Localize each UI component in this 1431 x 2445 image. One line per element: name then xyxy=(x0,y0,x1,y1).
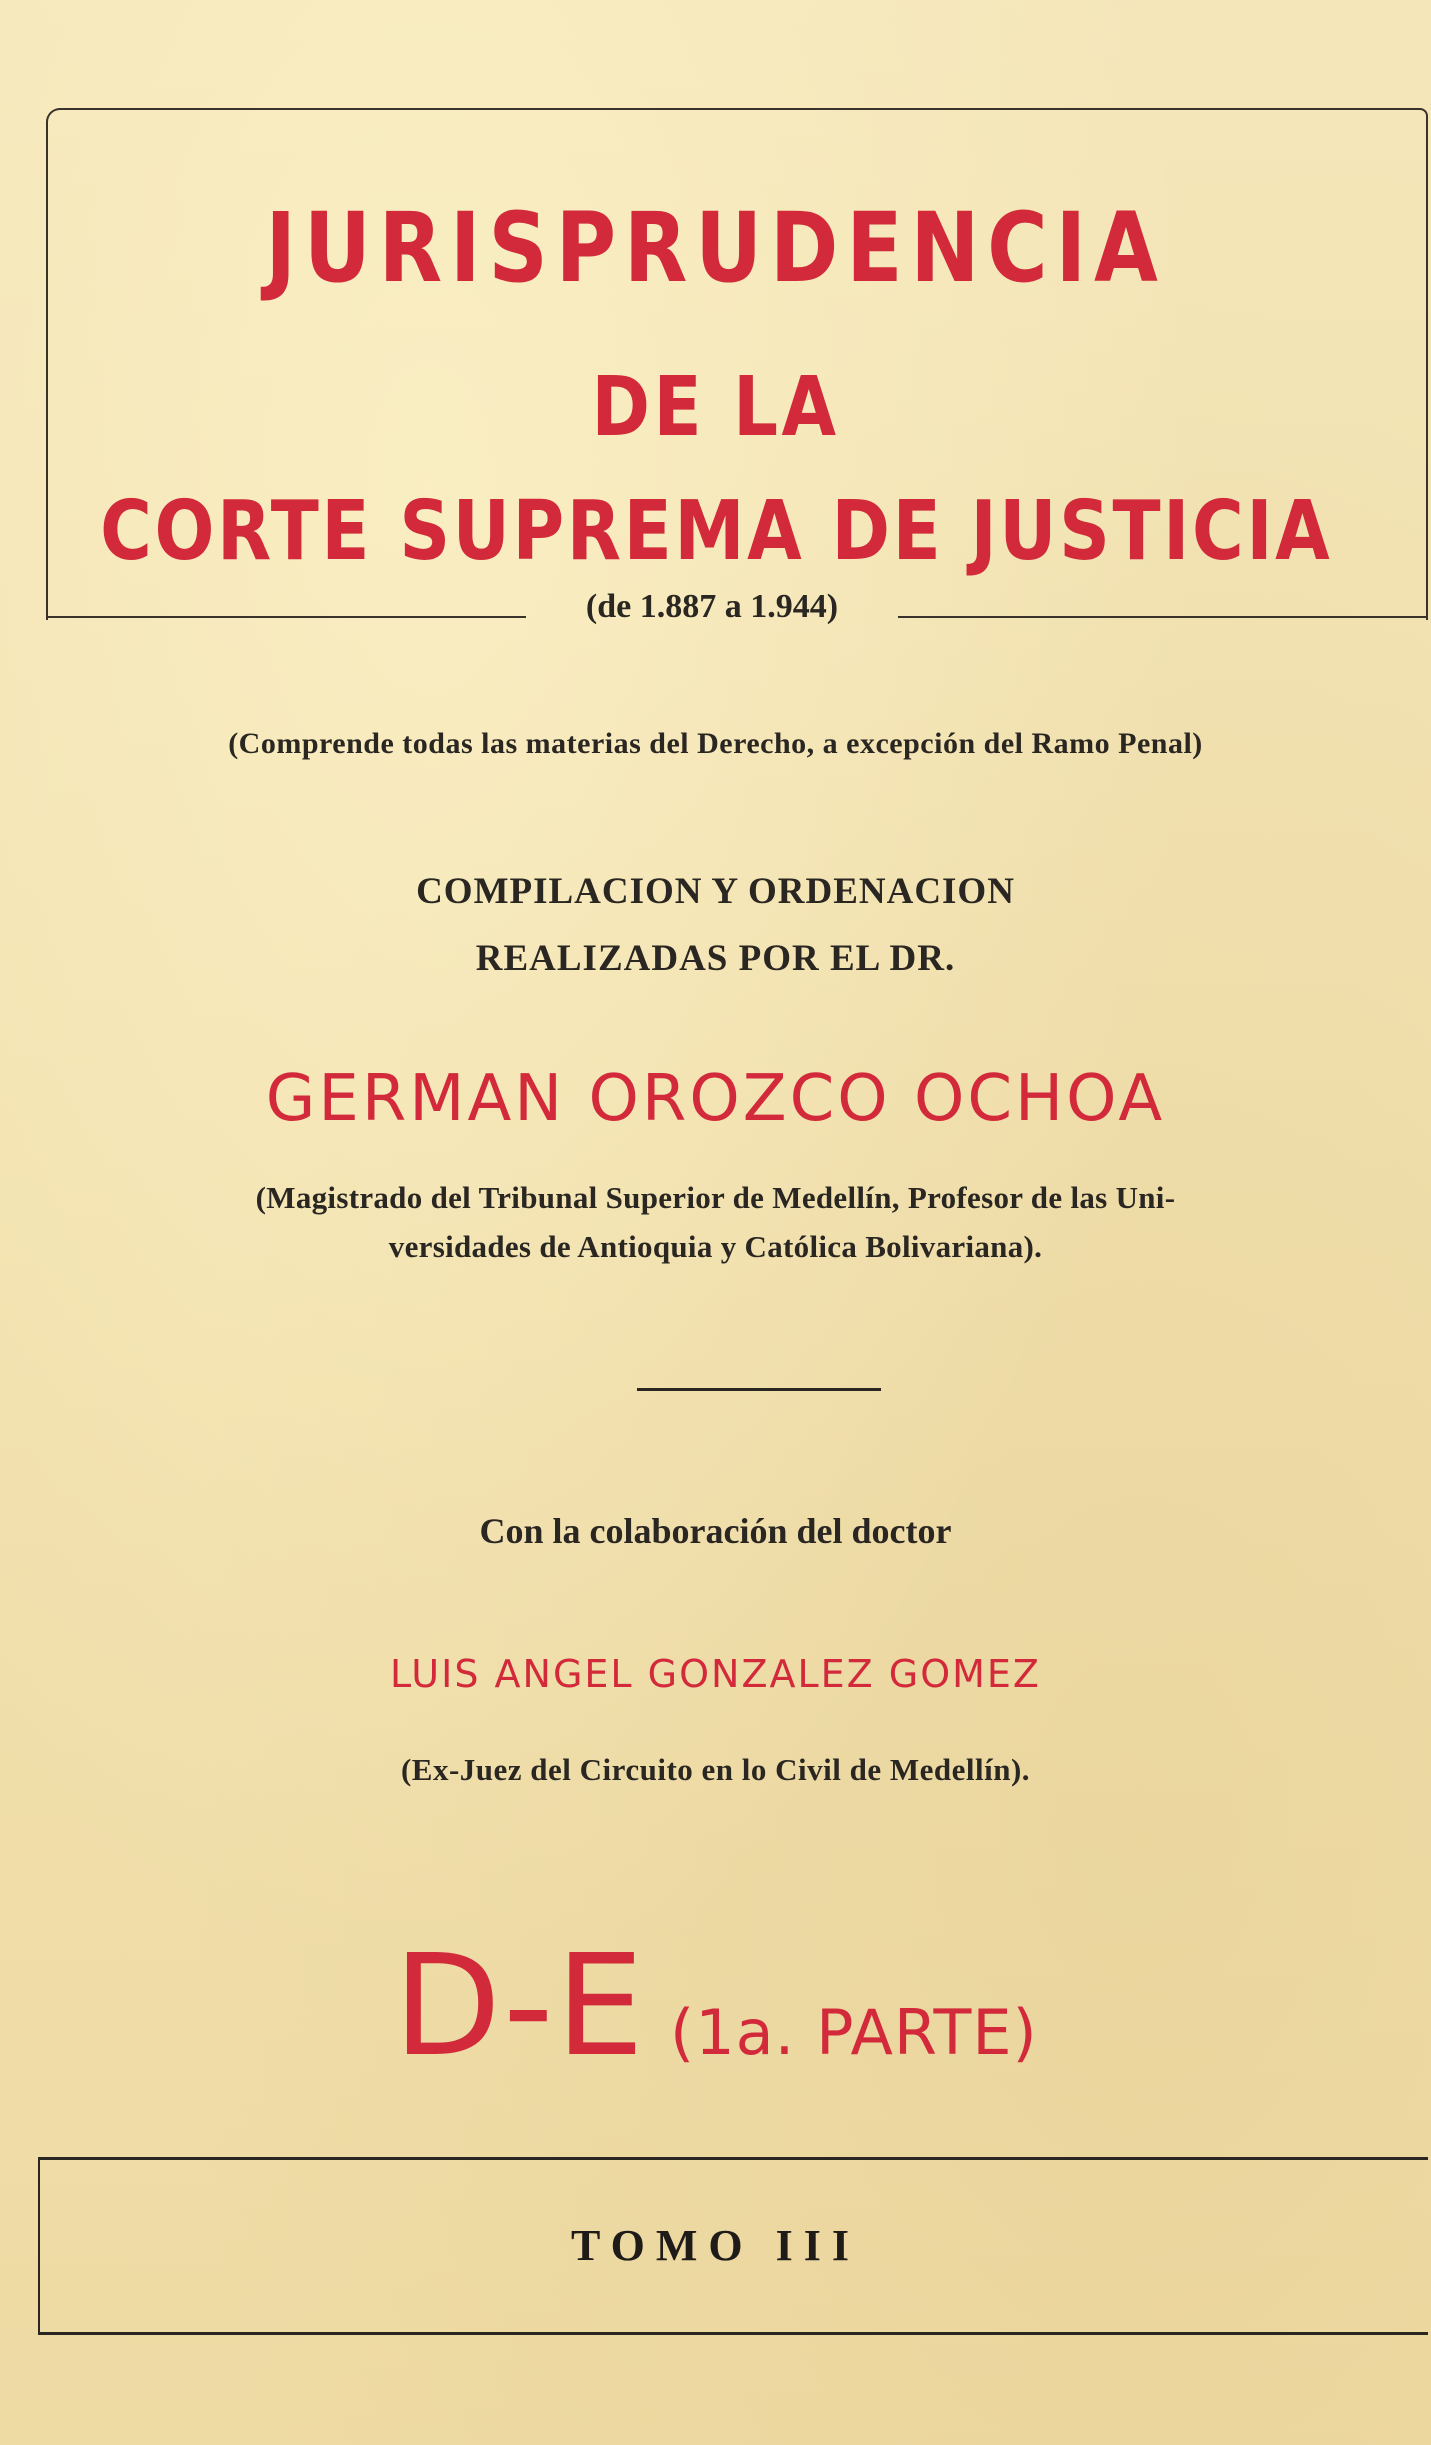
compilation-line-2: REALIZADAS POR EL DR. xyxy=(475,938,956,979)
date-rule-right xyxy=(898,616,1428,618)
volume-letters: D-E xyxy=(393,1925,647,2088)
date-range: (de 1.887 a 1.944) xyxy=(585,588,839,625)
scope-note: (Comprende todas las materias del Derecho, a excepción del Ramo Penal) xyxy=(228,727,1203,760)
collaborator-name: LUIS ANGEL GONZALEZ GOMEZ xyxy=(390,1652,1041,1696)
author-credentials-line-2: versidades de Antioquia y Católica Bolivariana). xyxy=(388,1229,1043,1264)
title-line-3: CORTE SUPREMA DE JUSTICIA xyxy=(100,484,1333,579)
author-credentials-line-1: (Magistrado del Tribunal Superior de Medellín, Profesor de las Uni- xyxy=(255,1180,1176,1215)
volume-part: (1a. PARTE) xyxy=(670,1996,1038,2069)
section-divider xyxy=(637,1388,881,1391)
date-range-row xyxy=(46,588,1428,638)
title-line-2: DE LA xyxy=(591,360,840,455)
collaborator-credentials: (Ex-Juez del Circuito en lo Civil de Medellín). xyxy=(400,1752,1031,1787)
author-name: GERMAN OROZCO OCHOA xyxy=(265,1062,1166,1136)
collaboration-intro: Con la colaboración del doctor xyxy=(479,1511,952,1551)
volume-heading xyxy=(0,1925,1431,2088)
compilation-line-1: COMPILACION Y ORDENACION xyxy=(416,871,1015,912)
date-rule-left xyxy=(46,616,526,618)
tomo-label: TOMO III xyxy=(571,2221,860,2270)
title-main: JURISPRUDENCIA xyxy=(265,192,1166,304)
